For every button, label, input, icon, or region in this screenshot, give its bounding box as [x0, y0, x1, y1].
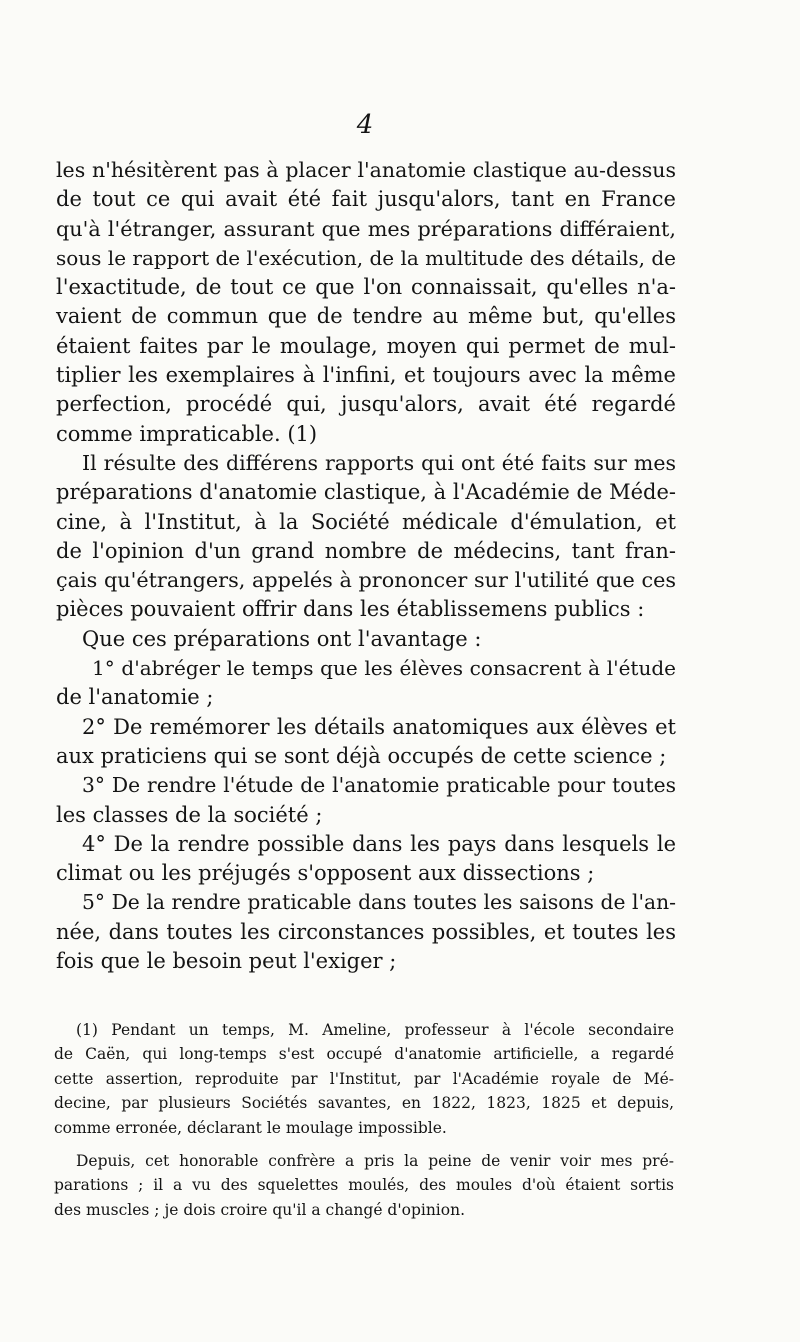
footnote-line: des muscles ; je dois croire qu'il a changé d'opinion. [54, 1200, 465, 1219]
text-line: de l'opinion d'un grand nombre de médecins, tant fran- [56, 538, 676, 563]
footnote-spacer [54, 1140, 674, 1149]
list-item-5: 5° De la rendre praticable dans toutes les saisons de l'an- [82, 890, 676, 915]
text-line: vaient de commun que de tendre au même but, qu'elles [56, 304, 676, 329]
text-line: pièces pouvaient offrir dans les établissemens publics : [56, 597, 645, 622]
footnote-line: parations ; il a vu des squelettes moulés, des moules d'où étaient sortis [54, 1176, 674, 1195]
text-line: climat ou les préjugés s'opposent aux dissections ; [56, 861, 595, 886]
text-line: fois que le besoin peut l'exiger ; [56, 949, 397, 974]
list-item-4: 4° De la rendre possible dans les pays dans lesquels le [82, 831, 676, 856]
text-line: l'exactitude, de tout ce que l'on connaissait, qu'elles n'a- [56, 275, 676, 300]
footnote-line: Depuis, cet honorable confrère a pris la peine de venir voir mes pré- [76, 1151, 674, 1170]
text-line: Il résulte des différens rapports qui ont été faits sur mes [82, 450, 676, 475]
page-number: 4 [356, 110, 374, 140]
list-item-1: 1° d'abréger le temps que les élèves consacrent à l'étude [92, 656, 676, 681]
text-line: aux praticiens qui se sont déjà occupés de cette science ; [56, 743, 667, 768]
footnote-line: decine, par plusieurs Sociétés savantes, en 1822, 1823, 1825 et depuis, [54, 1094, 674, 1113]
text-line: les classes de la société ; [56, 802, 323, 827]
footnote-line: de Caën, qui long-temps s'est occupé d'anatomie artificielle, a regardé [54, 1045, 674, 1064]
list-item-3: 3° De rendre l'étude de l'anatomie praticable pour toutes [82, 773, 676, 798]
footnote-line: cette assertion, reproduite par l'Institut, par l'Académie royale de Mé- [54, 1069, 674, 1088]
text-line: tiplier les exemplaires à l'infini, et toujours avec la même [56, 363, 676, 388]
text-line: sous le rapport de l'exécution, de la multitude des détails, de [56, 245, 677, 270]
text-line: de l'anatomie ; [56, 685, 214, 710]
text-line: çais qu'étrangers, appelés à prononcer sur l'utilité que ces [56, 568, 676, 593]
text-line: née, dans toutes les circonstances possibles, et toutes les [56, 919, 676, 944]
text-line: cine, à l'Institut, à la Société médicale d'émulation, et [56, 509, 676, 534]
footnote-line: comme erronée, déclarant le moulage impossible. [54, 1118, 447, 1137]
text-line: étaient faites par le moulage, moyen qui permet de mul- [56, 333, 676, 358]
footnote-line: (1) Pendant un temps, M. Ameline, professeur à l'école secondaire [76, 1021, 674, 1039]
text-line: Que ces préparations ont l'avantage : [82, 626, 482, 651]
text-line: qu'à l'étranger, assurant que mes préparations différaient, [56, 216, 676, 241]
footnote [54, 1018, 674, 1222]
text-line: comme impraticable. (1) [56, 421, 318, 446]
main-text [56, 156, 676, 976]
text-line: préparations d'anatomie clastique, à l'Académie de Méde- [56, 480, 676, 505]
text-line: perfection, procédé qui, jusqu'alors, avait été regardé [56, 392, 676, 417]
list-item-2: 2° De remémorer les détails anatomiques aux élèves et [82, 714, 676, 739]
text-line: de tout ce qui avait été fait jusqu'alors, tant en France [56, 187, 676, 212]
text-line: les n'hésitèrent pas à placer l'anatomie clastique au-dessus [56, 158, 676, 182]
